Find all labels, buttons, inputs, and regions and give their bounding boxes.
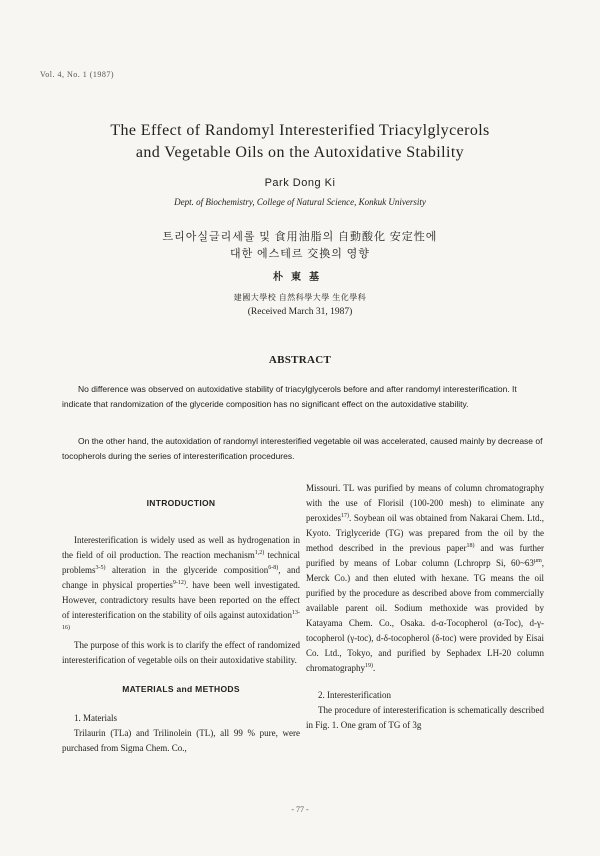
citation-ref: 18) [466, 543, 475, 549]
intro-text-d: , and change in physical properties [62, 565, 300, 590]
introduction-heading: INTRODUCTION [146, 498, 216, 508]
abstract-paragraph-2: On the other hand, the autoxidation of randomyl interesterified vegetable oil was accelerated, caused mainly by decrease of tocopherols during the series of interesterification procedures. [62, 436, 543, 461]
paper-title-line-2: and Vegetable Oils on the Autoxidative Stability [135, 144, 465, 161]
citation-ref: 1,2) [254, 550, 265, 556]
left-column [62, 496, 300, 756]
intro-text-e: . have been well investigated. However, contradictory results have been reported on the effect of interesterification on the stability of oils against autoxidation [62, 580, 300, 620]
author-name: Park Dong Ki [264, 177, 336, 189]
interesterification-subheading: 2. Interesterification [318, 690, 391, 700]
introduction-paragraph-2: The purpose of this work is to clarify the effect of randomized interesterification of vegetable oils on their autoxidative stability. [62, 640, 300, 665]
materials-text-c: and was further purified by means of Lobar column (Lchroprp Si, 60~63 [306, 543, 544, 568]
citation-ref: 3-5) [95, 565, 106, 571]
right-column [306, 481, 544, 733]
korean-affiliation: 建國大學校 自然科學大學 生化學科 [233, 293, 367, 302]
materials-subheading: 1. Materials [74, 713, 117, 723]
korean-author-name: 朴東基 [273, 272, 327, 283]
methods-heading: MATERIALS and METHODS [122, 684, 240, 694]
interesterification-paragraph: The procedure of interesterification is schematically described in Fig. 1. One gram of TG of 3g [306, 705, 544, 730]
unit-micrometer: μm [533, 558, 542, 564]
received-date: (Received March 31, 1987) [247, 307, 353, 317]
materials-text-e: . [372, 663, 376, 673]
citation-ref: 9-12) [172, 580, 186, 586]
materials-paragraph: Trilaurin (TLa) and Trilinolein (TL), all 99 % pure, were purchased from Sigma Chem. Co., [62, 728, 300, 753]
materials-text-d: , Merck Co.) and then eluted with hexane. TG means the oil purified by the procedure as described above from commercially available parent oil. Sodium methoxide was provided by Katayama Chem. Co., Osaka. d-α-Tocopherol (α-Toc), d-γ-tocopherol (γ-toc), d-δ-tocopherol (δ-toc) were provided by Eisai Co. Ltd., Tokyo, and purified by Sephadex LH-20 column chromatography [306, 558, 544, 673]
materials-continued-paragraph [306, 481, 544, 676]
materials-text-a: Missouri. TL was purified by means of column chromatography with the use of Florisil (100-200 mesh) to eliminate any peroxides [306, 483, 544, 523]
citation-ref: 17) [341, 513, 349, 519]
introduction-paragraph-1 [62, 533, 300, 638]
paper-title-line-1: The Effect of Randomyl Interesterified Triacylglycerols [110, 122, 490, 139]
intro-text-c: alteration in the glyceride composition [105, 565, 269, 575]
intro-text-b: technical problems [62, 550, 300, 575]
citation-ref: 6-8) [268, 565, 279, 571]
abstract-paragraph-1: No difference was observed on autoxidative stability of triacylglycerols before and after randomyl interesterification. It indicate that randomization of the glyceride composition has no significant effect on the autoxidative stability. [62, 384, 517, 409]
citation-ref: 13-16) [62, 610, 300, 631]
paper-title [0, 120, 600, 164]
page-number: - 77 - [291, 805, 309, 814]
korean-title [0, 229, 600, 263]
author-affiliation: Dept. of Biochemistry, College of Natural Science, Konkuk University [174, 197, 426, 207]
korean-title-line-1: 트리아실글리세롤 및 食用油脂의 自動酸化 安定性에 [162, 231, 438, 243]
citation-ref: 19) [364, 663, 373, 669]
materials-text-b: . Soybean oil was obtained from Nakarai Chem. Ltd., Kyoto. Triglyceride (TG) was prepared from the oil by the method described in the previous paper [306, 513, 544, 553]
intro-text-a: Interesterification is widely used as well as hydrogenation in the field of oil production. The reaction mechanism [62, 535, 300, 560]
journal-volume: Vol. 4, No. 1 (1987) [40, 70, 115, 79]
abstract-heading: ABSTRACT [268, 354, 332, 366]
korean-title-line-2: 대한 에스테르 交換의 영향 [230, 248, 370, 260]
